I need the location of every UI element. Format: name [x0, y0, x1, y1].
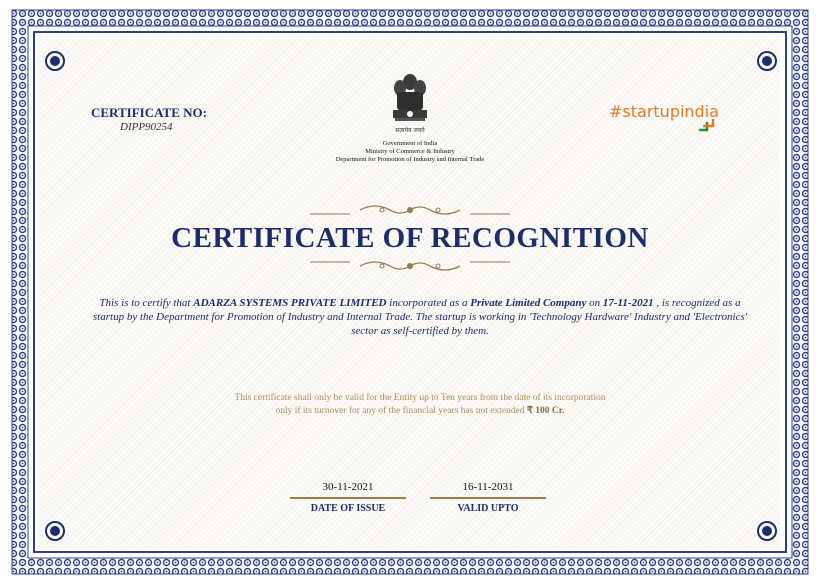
- corner-rosette-icon: [44, 520, 66, 542]
- company-type: Private Limited Company: [470, 297, 587, 309]
- flourish-top-icon: [310, 202, 510, 218]
- validity-line-1: This certificate shall only be valid for the Entity up to Ten years from the date of its incorporation: [234, 393, 606, 403]
- emblem-motto: सत्यमेव जयते: [395, 127, 425, 134]
- valid-upto-value: 16-11-2031: [430, 481, 546, 499]
- date-of-issue-value: 30-11-2021: [290, 481, 406, 499]
- statement-rest: , is recognized as a startup by the Department for Promotion of Industry and Internal Trade. The startup is working in 'Technology Hardware' Industry and 'Electronics' sector as self-certified by them.: [92, 297, 748, 337]
- gov-line-2: Ministry of Commerce & Industry: [365, 148, 455, 155]
- startupindia-logo: #startupindia: [609, 102, 719, 121]
- validity-line-2-text: only if its turnover for any of the financial years has not extended: [275, 406, 525, 416]
- certificate-no-label: CERTIFICATE NO:: [91, 105, 207, 120]
- valid-upto-block: [430, 481, 546, 514]
- national-emblem-icon: [383, 70, 437, 136]
- date-of-issue-block: [290, 481, 406, 514]
- flourish-bottom-icon: [310, 258, 510, 274]
- date-of-issue-label: DATE OF ISSUE: [310, 503, 386, 514]
- valid-upto-label: VALID UPTO: [457, 503, 519, 514]
- company-name: ADARZA SYSTEMS PRIVATE LIMITED: [193, 297, 387, 309]
- validity-note: [160, 392, 680, 418]
- validity-line-2: [160, 405, 680, 418]
- turnover-limit: ₹ 100 Cr.: [526, 406, 565, 416]
- statement-middle: incorporated as a: [389, 297, 468, 309]
- corner-rosette-icon: [44, 50, 66, 72]
- statement-intro: This is to certify that: [99, 297, 191, 309]
- government-header: [280, 140, 540, 164]
- statement-on: on: [589, 297, 601, 309]
- gov-line-1: Government of India: [382, 140, 438, 147]
- certificate-no-value: DIPP90254: [120, 121, 173, 133]
- corner-rosette-icon: [756, 50, 778, 72]
- startupindia-logo-mark: [697, 118, 717, 132]
- certification-statement: [90, 296, 750, 338]
- certificate-title: CERTIFICATE OF RECOGNITION: [171, 222, 649, 254]
- corner-rosette-icon: [756, 520, 778, 542]
- incorporation-date: 17-11-2021: [602, 297, 654, 309]
- gov-line-3: Department for Promotion of Industry and Internal Trade: [335, 156, 485, 163]
